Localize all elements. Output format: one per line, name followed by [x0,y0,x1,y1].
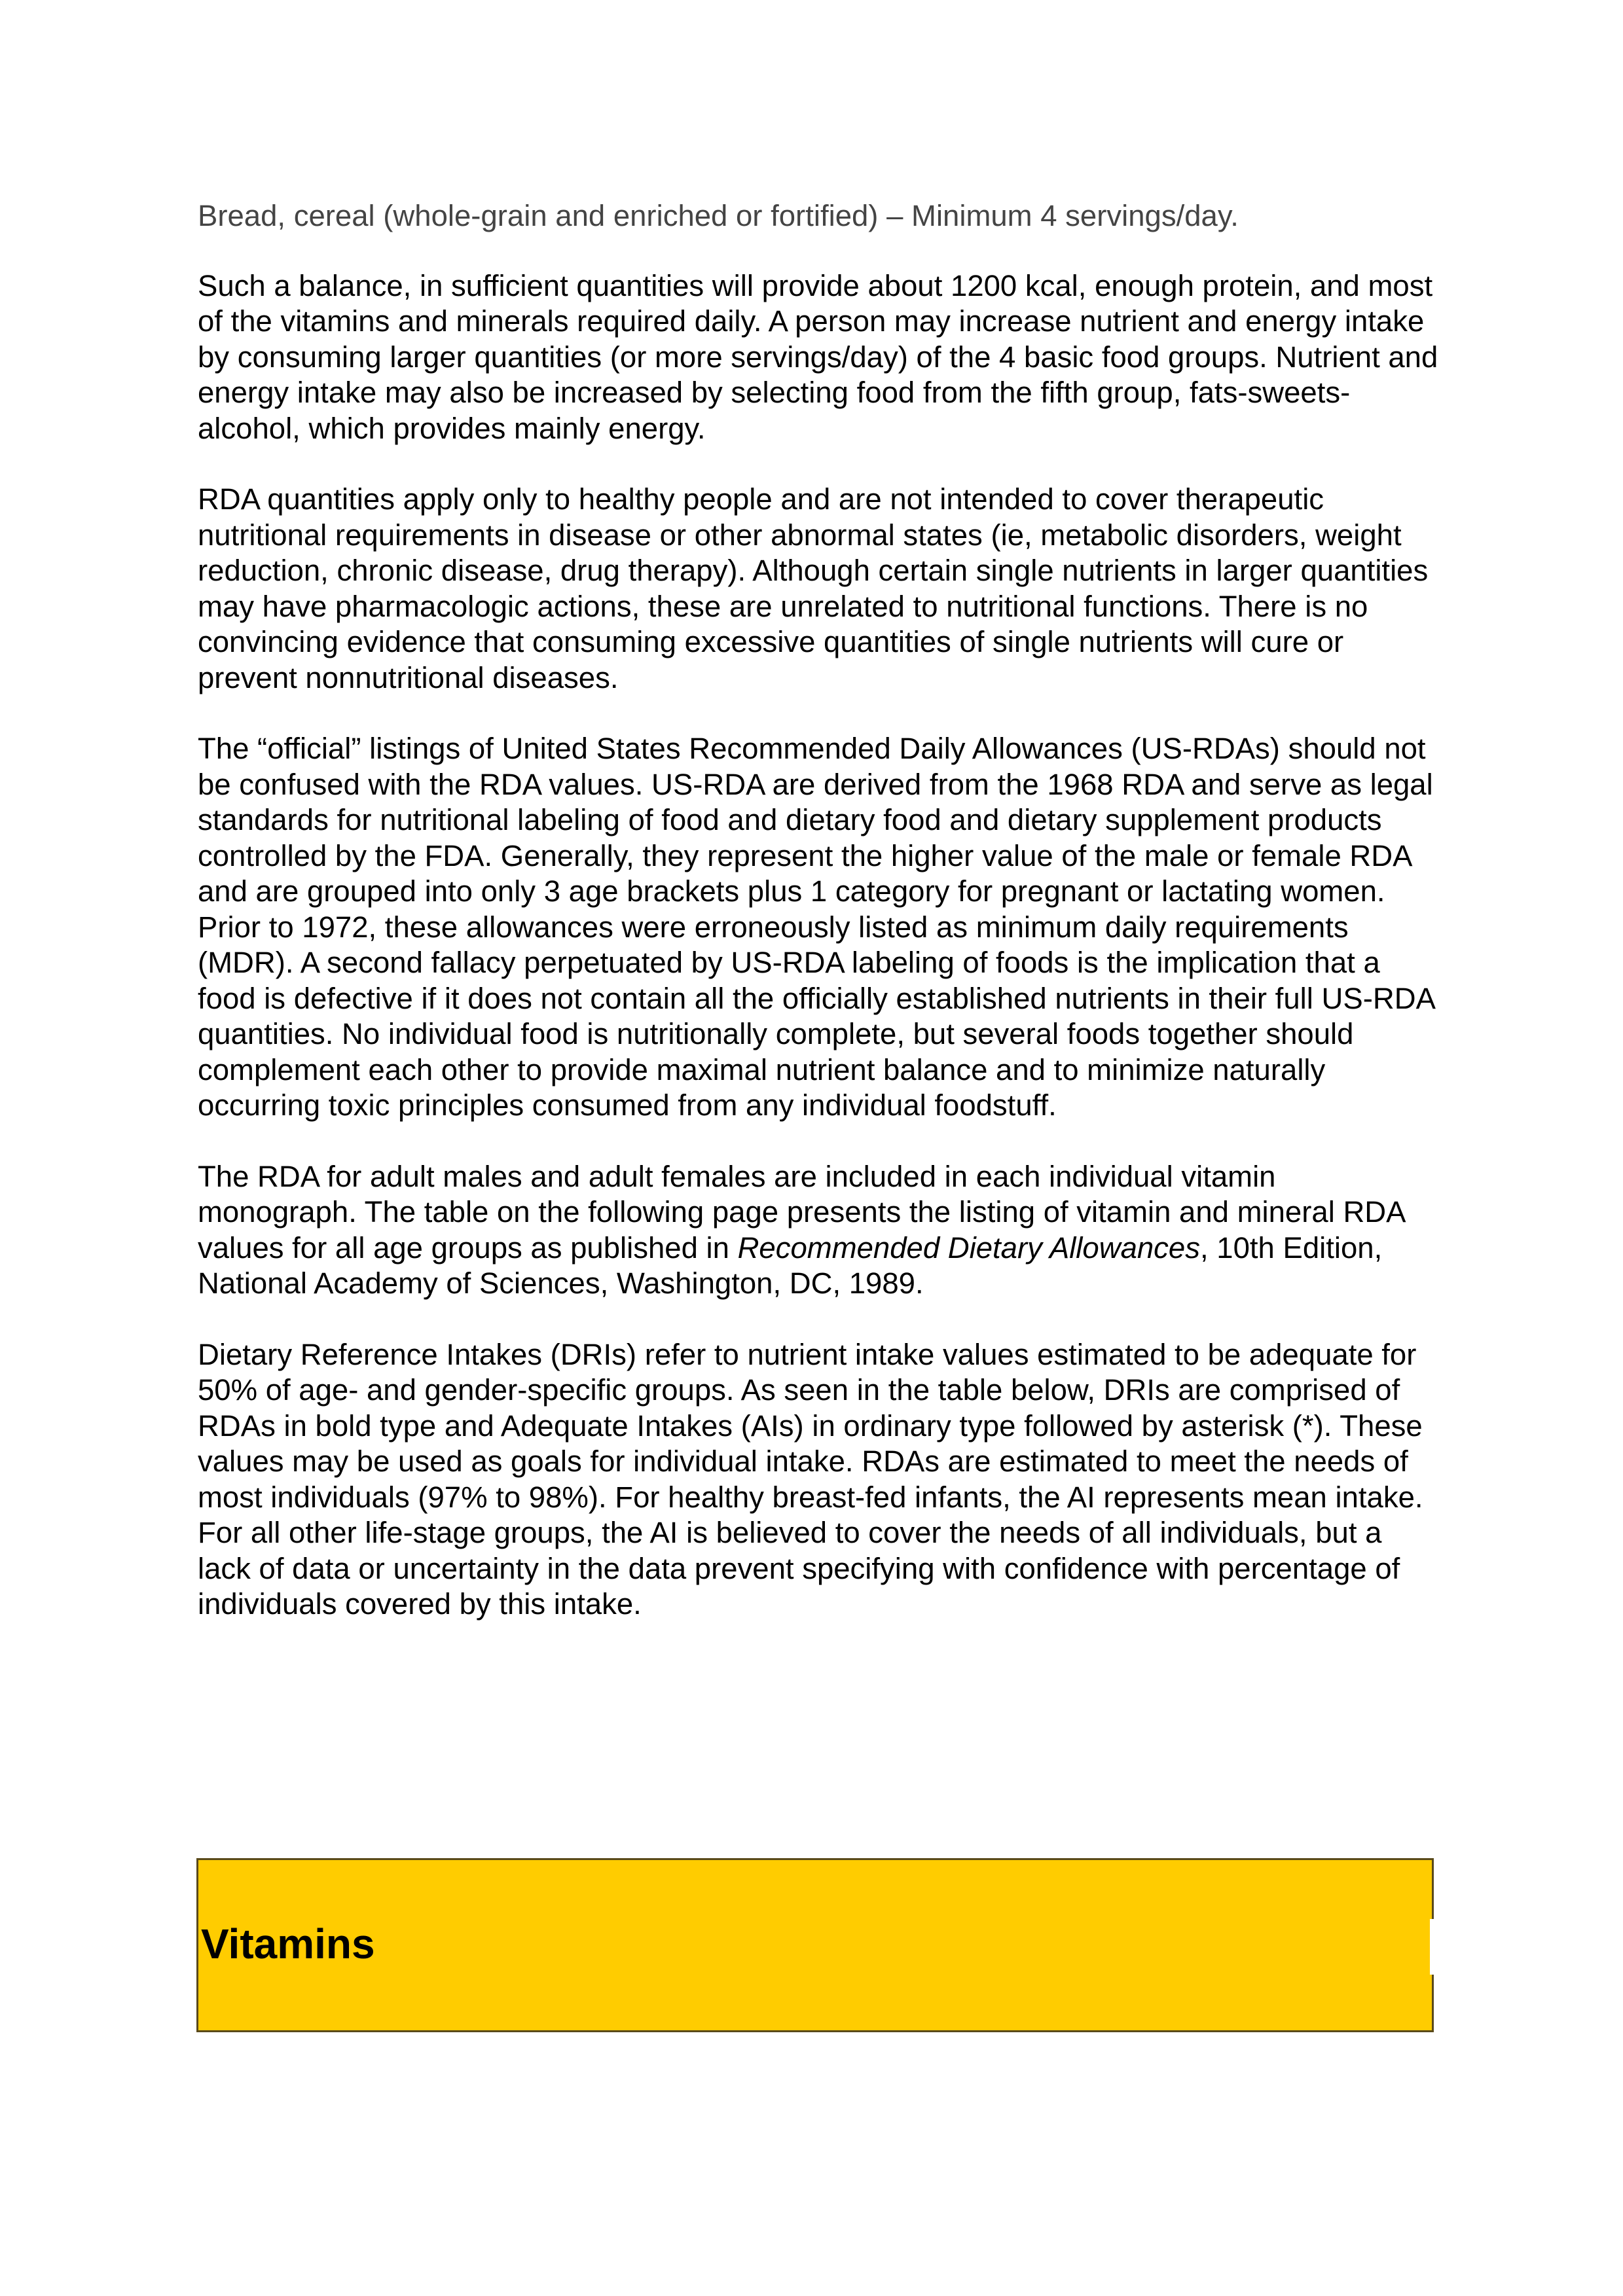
paragraph-rda-healthy-people: RDA quantities apply only to healthy people and are not intended to cover therapeutic nutritional requirements in disease or other abnormal states (ie, metabolic disorders, weight reduction, chronic disease, drug therapy). Although certain single nutrients in larger quantities may have pharmacologic actions, these are unrelated to nutritional functions. There is no convincing evidence that consuming excessive quantities of single nutrients will cure or prevent nonnutritional diseases. [198,482,1429,694]
paragraph-rda-monograph [198,1159,1442,1302]
book-title-italic: Recommended Dietary Allowances [737,1230,1200,1265]
paragraph-dietary-reference-intakes: Dietary Reference Intakes (DRIs) refer to nutrient intake values estimated to be adequate for 50% of age- and gender-specific groups. As seen in the table below, DRIs are comprised of RDAs in bold type and Adequate Intakes (AIs) in ordinary type followed by asterisk (*). These values may be used as goals for individual intake. RDAs are estimated to meet the needs of most individuals (97% to 98%). For healthy breast-fed infants, the AI represents mean intake. For all other life-stage groups, the AI is believed to cover the needs of all individuals, but a lack of data or uncertainty in the data prevent specifying with confidence with percentage of individuals covered by this intake. [198,1337,1423,1621]
vitamins-section-header [196,1858,1434,2032]
document-body [198,198,1442,1658]
section-title: Vitamins [201,1920,375,1967]
paragraph-balance-energy: Such a balance, in sufficient quantities will provide about 1200 kcal, enough protein, and most of the vitamins and minerals required daily. A person may increase nutrient and energy intake by consuming larger quantities (or more servings/day) of the 4 basic food groups. Nutrient and energy intake may also be increased by selecting food from the fifth group, fats-sweets-alcohol, which provides mainly energy. [198,268,1438,445]
monograph-text-before: The RDA for adult males and adult females are included in each individual vitamin monograph. The table on the following page presents the listing of vitamin and mineral RDA values for all age groups as published in [198,1159,1404,1265]
paragraph-us-rda: The “official” listings of United States Recommended Daily Allowances (US-RDAs) should not be confused with the RDA values. US-RDA are derived from the 1968 RDA and serve as legal standards for nutritional labeling of food and dietary food and dietary supplement products controlled by the FDA. Generally, they represent the higher value of the male or female RDA and are grouped into only 3 age brackets plus 1 category for pregnant or lactating women. Prior to 1972, these allowances were erroneously listed as minimum daily requirements (MDR). A second fallacy perpetuated by US-RDA labeling of foods is the implication that a food is defective if it does not contain all the officially established nutrients in their full US-RDA quantities. No individual food is nutritionally complete, but several foods together should complement each other to provide maximal nutrient balance and to minimize naturally occurring toxic principles consumed from any individual foodstuff. [198,732,1434,1122]
paragraph-food-groups-bread: Bread, cereal (whole-grain and enriched or fortified) – Minimum 4 servings/day. [198,199,1239,232]
monograph-text-after: , 10th Edition, National Academy of Sciences, Washington, DC, 1989. [198,1230,1383,1300]
